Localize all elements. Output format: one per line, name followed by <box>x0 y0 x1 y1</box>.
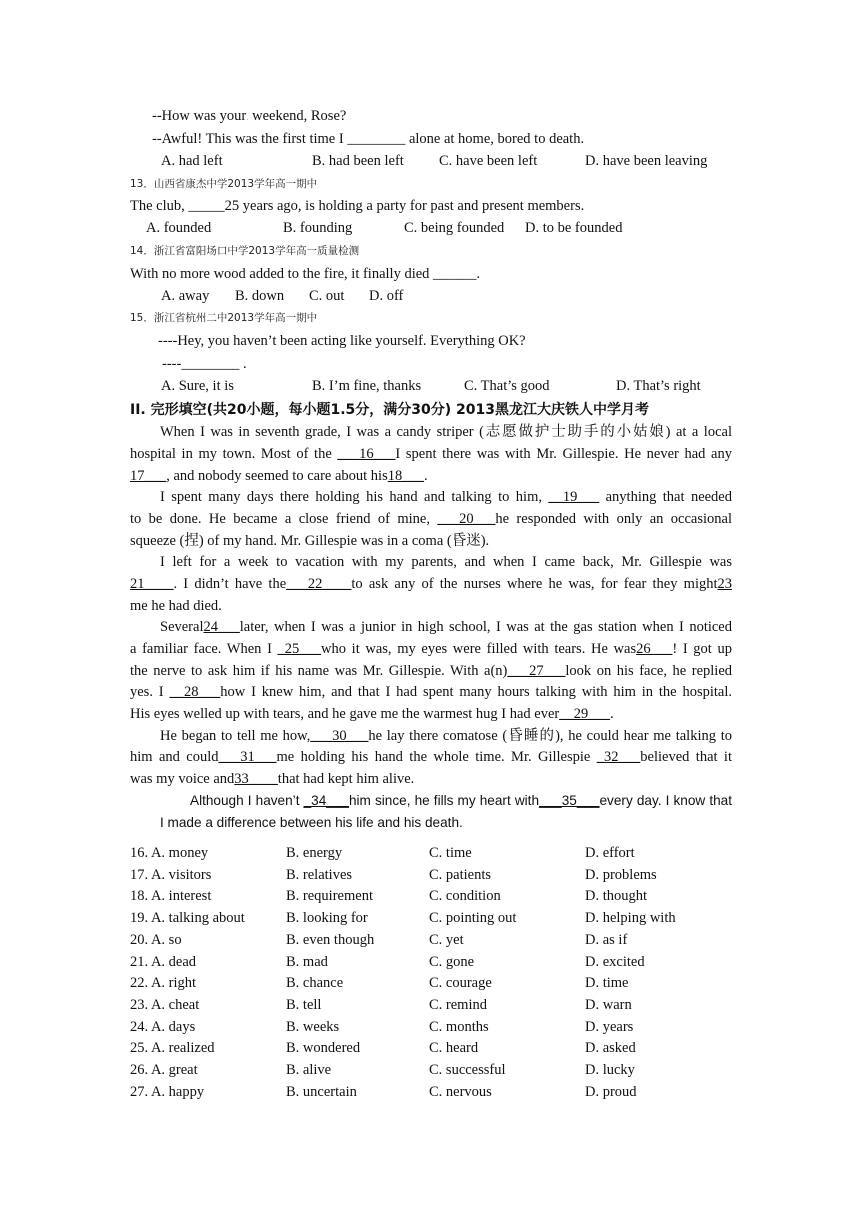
passage-line: I made a difference between his life and his death. <box>160 815 463 830</box>
answer-option: D. years <box>585 1018 634 1035</box>
blank-22: ___22____ <box>286 576 352 592</box>
passage-line: I spent many days there holding his hand and talking to him, __19___ anything that needed <box>160 489 732 505</box>
question-dialogue-line: ----________ . <box>162 356 247 372</box>
answer-option: C. successful <box>429 1062 506 1078</box>
answer-option: C. condition <box>429 888 501 905</box>
option-c: C. being founded <box>404 220 505 236</box>
answer-option: B. looking for <box>286 910 368 927</box>
passage-line: Although I haven’t _34___him since, he fills my heart with___35___every day. I know that <box>190 793 733 808</box>
blank-33: 33____ <box>234 771 278 787</box>
answer-option: C. patients <box>429 866 492 883</box>
answer-option: C. time <box>429 845 472 861</box>
passage-line: When I was in seventh grade, I was a candy striper (志愿做护士助手的小姑娘) at a local <box>160 424 732 440</box>
blank-20: ___20___ <box>437 511 496 527</box>
answer-row-label: 27. A. happy <box>130 1083 205 1100</box>
question-dialogue-line: --Awful! This was the first time I ________ alone at home, bored to death. <box>152 131 585 147</box>
passage-line: 21____. I didn’t have the___22____to ask any of the nurses where he was, for fear they might23 <box>130 576 733 592</box>
answer-row-label: 17. A. visitors <box>130 866 212 883</box>
passage-line: Several24___later, when I was a junior in high school, I was at the gas station when I noticed <box>160 619 732 635</box>
option-d: D. to be founded <box>525 220 623 236</box>
answer-option: D. problems <box>585 866 657 883</box>
blank-32: _32___ <box>596 749 641 765</box>
option-d: D. off <box>369 288 404 304</box>
answer-option: C. gone <box>429 953 475 970</box>
option-c: C. have been left <box>439 153 538 169</box>
blank-17: 17___ <box>130 468 167 484</box>
question-source: 14．浙江省富阳场口中学2013学年高一质量检测 <box>130 245 360 257</box>
option-a: A. had left <box>161 153 223 169</box>
answer-row-label: 24. A. days <box>130 1018 196 1035</box>
question-stem: With no more wood added to the fire, it finally died ______. <box>130 266 481 282</box>
answer-row-label: 16. A. money <box>130 845 209 861</box>
option-b: B. down <box>235 288 285 304</box>
answer-row-label: 23. A. cheat <box>130 996 200 1013</box>
dialogue-text: weekend, Rose? <box>248 108 347 124</box>
option-a: A. Sure, it is <box>161 378 234 394</box>
passage-line: a familiar face. When I _25___who it was, my eyes were filled with tears. He was26___! I got up <box>130 641 732 657</box>
blank-24: 24___ <box>203 619 240 635</box>
blank-34: _34___ <box>303 793 349 808</box>
question-stem: The club, _____25 years ago, is holding a party for past and present members. <box>130 198 585 214</box>
answer-option: C. courage <box>429 975 492 992</box>
passage-line: to be done. He became a close friend of mine, ___20___he responded with only an occasional <box>130 511 732 527</box>
answer-option: D. excited <box>585 953 645 970</box>
answer-row-label: 21. A. dead <box>130 953 197 970</box>
question-source: 13．山西省康杰中学2013学年高一期中 <box>130 178 318 190</box>
answer-option: D. time <box>585 975 629 992</box>
answer-option: D. thought <box>585 888 648 905</box>
question-dialogue-line: ----Hey, you haven’t been acting like yourself. Everything OK? <box>158 333 526 349</box>
answer-option: D. effort <box>585 845 635 861</box>
answer-option: B. mad <box>286 953 328 970</box>
answer-option: C. yet <box>429 931 464 948</box>
question-source: 15．浙江省杭州二中2013学年高一期中 <box>130 312 318 324</box>
answer-option: D. as if <box>585 931 628 948</box>
blank-28: __28___ <box>169 684 221 700</box>
answer-row-label: 22. A. right <box>130 975 197 992</box>
blank-18: 18___ <box>387 468 424 484</box>
option-c: C. That’s good <box>464 378 550 394</box>
passage-line: me he had died. <box>130 598 222 614</box>
blank-27: ___27___ <box>507 663 566 679</box>
answer-row-label: 19. A. talking about <box>130 910 245 927</box>
answer-option: B. chance <box>286 975 344 992</box>
answer-option: B. tell <box>286 996 322 1013</box>
answer-row-label: 20. A. so <box>130 931 182 948</box>
answer-option: B. alive <box>286 1062 332 1078</box>
answer-row-label: 25. A. realized <box>130 1040 215 1057</box>
blank-31: ___31___ <box>218 749 277 765</box>
passage-line: He began to tell me how,___30___he lay there comatose (昏睡的), he could hear me talking to <box>160 728 732 744</box>
blank-23: 23 <box>717 576 733 592</box>
passage-line: the nerve to ask him if his name was Mr. Gillespie. With a(n)___27___look on his face, he replied <box>130 663 733 679</box>
answer-option: C. remind <box>429 996 487 1013</box>
section-heading: II. 完形填空(共20小题，每小题1.5分，满分30分) 2013黑龙江大庆铁人中学月考 <box>130 402 650 418</box>
dialogue-text: --How was your <box>152 108 247 124</box>
passage-line: hospital in my town. Most of the ___16___I spent there was with Mr. Gillespie. He never had any <box>130 446 732 462</box>
answer-option: C. months <box>429 1018 489 1035</box>
answer-row-label: 26. A. great <box>130 1062 198 1078</box>
passage-line: squeeze (捏) of my hand. Mr. Gillespie was in a coma (昏迷). <box>130 533 490 549</box>
answer-option: C. nervous <box>429 1083 492 1100</box>
answer-option: B. uncertain <box>286 1083 357 1100</box>
question-dialogue-line: --How was your. weekend, Rose? <box>152 108 347 124</box>
option-a: A. away <box>161 288 210 304</box>
answer-option: B. weeks <box>286 1018 340 1035</box>
answer-option: B. even though <box>286 931 375 948</box>
answer-option: D. asked <box>585 1040 636 1057</box>
option-d: D. That’s right <box>616 378 701 394</box>
answer-option: B. requirement <box>286 888 373 905</box>
answer-option: C. pointing out <box>429 910 517 927</box>
passage-line: I left for a week to vacation with my parents, and when I came back, Mr. Gillespie was <box>160 554 732 570</box>
option-b: B. I’m fine, thanks <box>312 378 422 394</box>
answer-option: D. proud <box>585 1083 637 1100</box>
passage-line: was my voice and33____that had kept him alive. <box>130 771 415 787</box>
blank-29: __29___ <box>559 706 610 722</box>
answer-option: B. wondered <box>286 1040 361 1057</box>
option-d: D. have been leaving <box>585 153 708 169</box>
passage-line: him and could___31___me holding his hand the whole time. Mr. Gillespie _32___believed that it <box>130 749 732 765</box>
blank-35: ___35___ <box>539 793 600 808</box>
passage-line: 17___, and nobody seemed to care about his18___. <box>130 468 428 484</box>
blank-16: ___16___ <box>337 446 396 462</box>
passage-line: His eyes welled up with tears, and he gave me the warmest hug I had ever__29___. <box>130 706 614 722</box>
blank-21: 21____ <box>130 576 174 592</box>
option-b: B. had been left <box>312 153 404 169</box>
blank-30: ___30___ <box>310 728 369 744</box>
answer-option: C. heard <box>429 1040 479 1057</box>
answer-option: B. relatives <box>286 866 353 883</box>
answer-option: B. energy <box>286 845 343 861</box>
option-b: B. founding <box>283 220 353 236</box>
blank-25: _25___ <box>277 641 322 657</box>
blank-19: __19___ <box>548 489 600 505</box>
answer-row-label: 18. A. interest <box>130 888 212 905</box>
option-c: C. out <box>309 288 345 304</box>
passage-line: yes. I __28___how I knew him, and that I had spent many hours talking with him in the hospital. <box>130 684 732 700</box>
answer-option: D. lucky <box>585 1062 635 1078</box>
answer-option: D. warn <box>585 996 632 1013</box>
blank-26: 26___ <box>636 641 673 657</box>
option-a: A. founded <box>146 220 212 236</box>
answer-option: D. helping with <box>585 910 676 927</box>
